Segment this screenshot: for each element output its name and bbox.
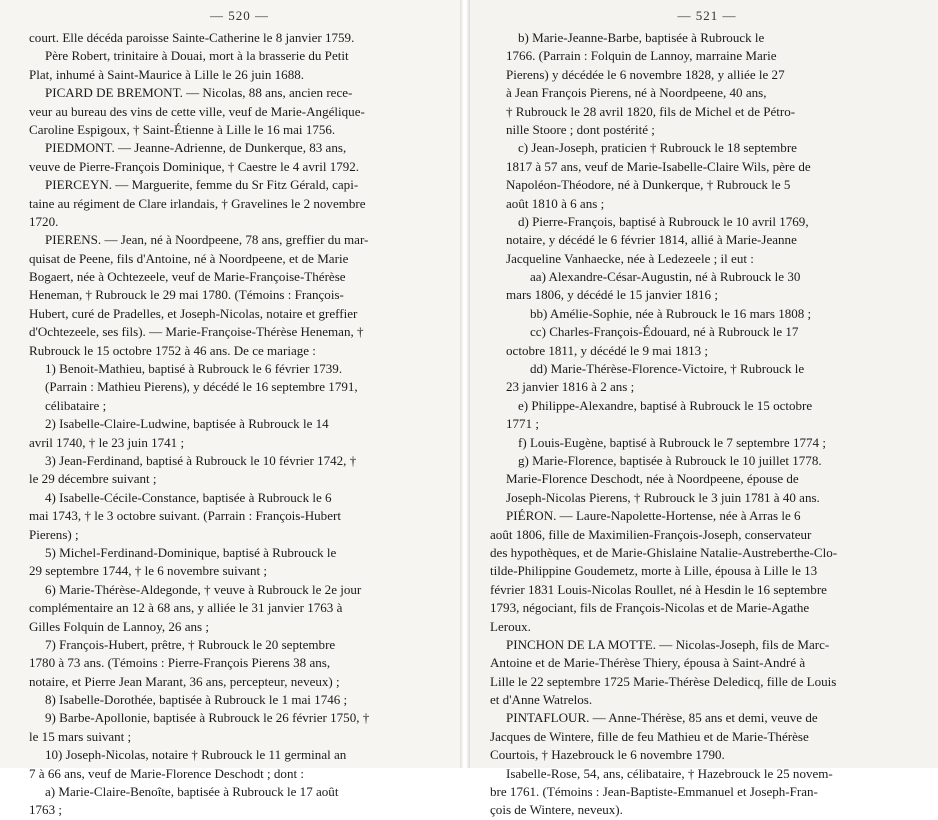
text-line: g) Marie-Florence, baptisée à Rubrouck le 10 juillet 1778. <box>518 452 822 468</box>
text-line: à Jean François Pierens, né à Noordpeene, 40 ans, <box>506 85 767 101</box>
text-line: Marie-Florence Deschodt, née à Noordpeene, épouse de <box>506 471 799 487</box>
text-line: 3) Jean-Ferdinand, baptisé à Rubrouck le 10 février 1742, † <box>45 452 357 468</box>
text-line: 1817 à 57 ans, veuf de Marie-Isabelle-Claire Wils, père de <box>506 158 811 174</box>
text-line: quisat de Peene, fils d'Antoine, né à Noordpeene, et de Marie <box>29 250 349 266</box>
text-line: PICARD DE BREMONT. — Nicolas, 88 ans, ancien rece- <box>45 85 353 101</box>
text-line: Père Robert, trinitaire à Douai, mort à la brasserie du Petit <box>45 48 349 64</box>
text-line: 9) Barbe-Apollonie, baptisée à Rubrouck le 26 février 1750, † <box>45 710 370 726</box>
right-page <box>470 0 938 818</box>
text-line: Joseph-Nicolas Pierens, † Rubrouck le 3 juin 1781 à 40 ans. <box>506 489 820 505</box>
text-line: b) Marie-Jeanne-Barbe, baptisée à Rubrouck le <box>518 30 765 45</box>
text-line: 1780 à 73 ans. (Témoins : Pierre-François Pierens 38 ans, <box>29 655 331 671</box>
page-gutter <box>460 0 470 768</box>
text-line: Heneman, † Rubrouck le 29 mai 1780. (Témoins : François- <box>29 287 344 303</box>
text-line: court. Elle décéda paroisse Sainte-Catherine le 8 janvier 1759. <box>29 30 355 45</box>
text-line: célibataire ; <box>45 397 107 413</box>
left-page <box>0 0 460 818</box>
text-line: bb) Amélie-Sophie, née à Rubrouck le 16 mars 1808 ; <box>530 305 812 321</box>
text-line: PIÉRON. — Laure-Napolette-Hortense, née à Arras le 6 <box>506 508 801 524</box>
text-line: 1) Benoit-Mathieu, baptisé à Rubrouck le 6 février 1739. <box>45 361 343 377</box>
text-line: Bogaert, née à Ochtezeele, veuf de Marie-Françoise-Thérèse <box>29 269 346 285</box>
text-line: Jacques de Wintere, fille de feu Mathieu et de Marie-Thérèse <box>490 728 809 744</box>
text-line: 7) François-Hubert, prêtre, † Rubrouck le 20 septembre <box>45 636 336 652</box>
text-line: Lille le 22 septembre 1725 Marie-Thérèse Deledicq, fille de Louis <box>490 673 837 689</box>
text-line: des hypothèques, et de Marie-Ghislaine Natalie-Austreberthe-Clo- <box>490 544 838 560</box>
text-line: Antoine et de Marie-Thérèse Thiery, épousa à Saint-André à <box>490 655 806 671</box>
text-line: complémentaire an 12 à 68 ans, y alliée le 31 janvier 1763 à <box>29 600 343 616</box>
text-line: d) Pierre-François, baptisé à Rubrouck le 10 avril 1769, <box>518 213 809 229</box>
text-line: 4) Isabelle-Cécile-Constance, baptisée à Rubrouck le 6 <box>45 489 332 505</box>
text-line: PIEDMONT. — Jeanne-Adrienne, de Dunkerque, 83 ans, <box>45 140 347 156</box>
text-line: 8) Isabelle-Dorothée, baptisée à Rubrouck le 1 mai 1746 ; <box>45 692 348 708</box>
text-line: août 1810 à 6 ans ; <box>506 195 605 211</box>
page-number: — 521 — <box>677 8 737 23</box>
text-line: nille Stoore ; dont postérité ; <box>506 121 655 137</box>
text-line: le 15 mars suivant ; <box>29 728 132 744</box>
text-line: avril 1740, † le 23 juin 1741 ; <box>29 434 185 450</box>
text-line: PIERENS. — Jean, né à Noordpeene, 78 ans, greffier du mar- <box>45 232 369 248</box>
text-line: dd) Marie-Thérèse-Florence-Victoire, † Rubrouck le <box>530 361 805 377</box>
text-line: tilde-Philippine Goudemetz, morte à Lille, épousa à Lille le 13 <box>490 563 818 579</box>
text-line: Jacqueline Vanhaecke, née à Ledezeele ; il eut : <box>506 250 754 266</box>
text-line: f) Louis-Eugène, baptisé à Rubrouck le 7 septembre 1774 ; <box>518 434 826 450</box>
text-line: Caroline Espigoux, † Saint-Étienne à Lille le 16 mai 1756. <box>29 121 336 137</box>
text-line: Leroux. <box>490 618 531 634</box>
text-line: çois de Wintere, neveux). <box>490 802 623 818</box>
text-line: Courtois, † Hazebrouck le 6 novembre 1790. <box>490 747 725 763</box>
text-line: veuve de Pierre-François Dominique, † Caestre le 4 avril 1792. <box>29 158 360 174</box>
text-line: 1763 ; <box>29 802 62 818</box>
text-line: 1793, négociant, fils de François-Nicolas et de Marie-Agathe <box>490 600 810 616</box>
text-line: février 1831 Louis-Nicolas Roullet, né à Hesdin le 16 septembre <box>490 581 827 597</box>
text-line: cc) Charles-François-Édouard, né à Rubrouck le 17 <box>530 324 799 340</box>
text-line: Isabelle-Rose, 54, ans, célibataire, † Hazebrouck le 25 novem- <box>506 765 833 781</box>
text-line: 6) Marie-Thérèse-Aldegonde, † veuve à Rubrouck le 2e jour <box>45 581 362 597</box>
text-line: Pierens) y décédée le 6 novembre 1828, y alliée le 27 <box>506 66 785 82</box>
text-line: et d'Anne Watrelos. <box>490 692 593 708</box>
text-line: 10) Joseph-Nicolas, notaire † Rubrouck le 11 germinal an <box>45 747 347 763</box>
text-line: 1766. (Parrain : Folquin de Lannoy, marraine Marie <box>506 48 777 64</box>
text-line: août 1806, fille de Maximilien-François-Joseph, conservateur <box>490 526 812 542</box>
text-line: bre 1761. (Témoins : Jean-Baptiste-Emmanuel et Joseph-Fran- <box>490 784 818 800</box>
text-line: octobre 1811, y décédé le 9 mai 1813 ; <box>506 342 709 358</box>
text-line: Gilles Folquin de Lannoy, 26 ans ; <box>29 618 209 634</box>
text-body <box>29 29 450 820</box>
text-line: Hubert, curé de Pradelles, et Joseph-Nicolas, notaire et greffier <box>29 305 358 321</box>
text-line: e) Philippe-Alexandre, baptisé à Rubrouck le 15 octobre <box>518 397 813 413</box>
text-line: mai 1743, † le 3 octobre suivant. (Parrain : François-Hubert <box>29 508 341 524</box>
text-line: Pierens) ; <box>29 526 79 542</box>
text-line: 5) Michel-Ferdinand-Dominique, baptisé à Rubrouck le <box>45 544 337 560</box>
text-line: d'Ochtezeele, ses fils). — Marie-Françoise-Thérèse Heneman, † <box>29 324 364 340</box>
text-line: c) Jean-Joseph, praticien † Rubrouck le 18 septembre <box>518 140 797 156</box>
text-body <box>490 29 924 820</box>
text-line: Napoléon-Théodore, né à Dunkerque, † Rubrouck le 5 <box>506 177 791 193</box>
text-line: (Parrain : Mathieu Pierens), y décédé le 16 septembre 1791, <box>45 379 358 395</box>
text-line: mars 1806, y décédé le 15 janvier 1816 ; <box>506 287 718 303</box>
text-line: PINCHON DE LA MOTTE. — Nicolas-Joseph, fils de Marc- <box>506 636 830 652</box>
text-line: 1720. <box>29 213 59 229</box>
text-line: a) Marie-Claire-Benoîte, baptisée à Rubrouck le 17 août <box>45 784 339 800</box>
text-line: le 29 décembre suivant ; <box>29 471 157 487</box>
page-number: — 520 — <box>210 8 269 23</box>
text-line: veur au bureau des vins de cette ville, veuf de Marie-Angélique- <box>29 103 365 119</box>
text-line: 2) Isabelle-Claire-Ludwine, baptisée à Rubrouck le 14 <box>45 416 329 432</box>
text-line: Plat, inhumé à Saint-Maurice à Lille le 26 juin 1688. <box>29 66 305 82</box>
text-line: 23 janvier 1816 à 2 ans ; <box>506 379 635 395</box>
text-line: notaire, y décédé le 6 février 1814, allié à Marie-Jeanne <box>506 232 797 248</box>
text-line: † Rubrouck le 28 avril 1820, fils de Michel et de Pétro- <box>506 103 796 119</box>
text-line: 29 septembre 1744, † le 6 novembre suivant ; <box>29 563 268 579</box>
text-line: Rubrouck le 15 octobre 1752 à 46 ans. De ce mariage : <box>29 342 316 358</box>
text-line: notaire, et Pierre Jean Marant, 36 ans, percepteur, neveux) ; <box>29 673 340 689</box>
text-line: taine au régiment de Clare irlandais, † Gravelines le 2 novembre <box>29 195 366 211</box>
text-line: 1771 ; <box>506 416 539 432</box>
text-line: 7 à 66 ans, veuf de Marie-Florence Deschodt ; dont : <box>29 765 304 781</box>
text-line: PIERCEYN. — Marguerite, femme du Sr Fitz Gérald, capi- <box>45 177 359 193</box>
text-line: PINTAFLOUR. — Anne-Thérèse, 85 ans et demi, veuve de <box>506 710 818 726</box>
text-line: aa) Alexandre-César-Augustin, né à Rubrouck le 30 <box>530 269 801 285</box>
